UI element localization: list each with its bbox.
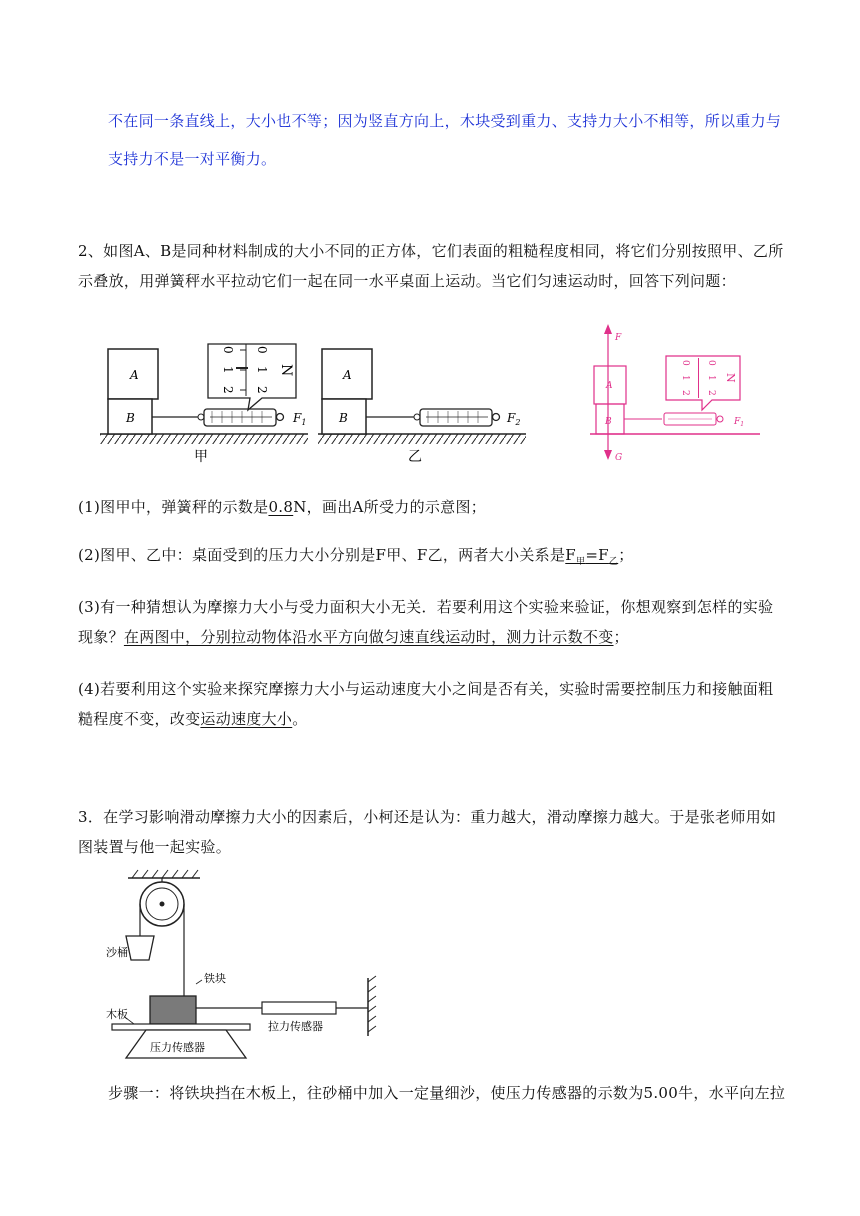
- q2-sub1: (1)图甲中，弹簧秤的示数是0.8N，画出A所受力的示意图；: [78, 498, 487, 516]
- force-f2-label: $F_2$: [507, 411, 521, 427]
- block-a-label: A: [130, 368, 139, 382]
- q2-sub2-answer: $F_甲=F_乙$: [565, 546, 619, 567]
- figure-jia: [100, 344, 308, 465]
- q2-sub3-answer: 在两图中，分别拉动物体沿水平方向做匀速直线运动时，测力计示数不变: [123, 628, 614, 646]
- label-pressure-sensor: 压力传感器: [150, 1041, 205, 1054]
- iron-block: [150, 996, 196, 1024]
- q2-sub3: (3)有一种猜想认为摩擦力大小与受力面积大小无关．若要利用这个实验来验证，你想观察到怎样的实验现象？在两图中，分别拉动物体沿水平方向做匀速直线运动时，测力计示数不变；: [78, 598, 774, 646]
- svg-text:0: 0: [680, 360, 690, 366]
- q3-stem: 3．在学习影响滑动摩擦力大小的因素后，小柯还是认为：重力越大，滑动摩擦力越大。于是张老师用如图装置与他一起实验。: [78, 808, 777, 856]
- svg-text:2: 2: [680, 390, 690, 396]
- scale-callout-jia: [208, 344, 296, 410]
- svg-text:A: A: [343, 368, 352, 382]
- q3-figure: [0, 868, 860, 1068]
- spring-scale-jia: [204, 409, 276, 426]
- answer-diagram: [590, 324, 760, 463]
- q2-sub2: (2)图甲、乙中：桌面受到的压力大小分别是F甲、F乙，两者大小关系是$F_甲=F_乙$；: [78, 546, 634, 567]
- svg-text:1: 1: [255, 366, 269, 374]
- sand-bucket: [126, 936, 154, 960]
- q3-step1: 步骤一：将铁块挡在木板上，往砂桶中加入一定量细沙，使压力传感器的示数为5.00牛，水平向左拉: [108, 1084, 786, 1102]
- label-board: 木板: [106, 1008, 128, 1021]
- label-iron: 铁块: [204, 972, 226, 985]
- svg-text:F: F: [615, 333, 622, 343]
- svg-text:N: N: [278, 364, 294, 377]
- label-bucket: 沙桶: [106, 946, 128, 959]
- svg-text:1: 1: [221, 366, 235, 374]
- q2-sub1-answer: 0.8: [268, 498, 294, 516]
- svg-text:2: 2: [221, 386, 235, 394]
- svg-text:0: 0: [255, 346, 269, 354]
- caption-yi: 乙: [408, 449, 422, 465]
- svg-text:F1: $F_1$: [734, 417, 745, 428]
- q2-sub4: (4)若要利用这个实验来探究摩擦力大小与运动速度大小之间是否有关，实验时需要控制压力和接触面粗糙程度不变，改变运动速度大小。: [78, 680, 774, 728]
- svg-text:2: 2: [706, 390, 716, 396]
- svg-text:B: B: [605, 417, 612, 427]
- svg-text:N: N: [724, 373, 737, 383]
- spring-scale-yi: [420, 409, 492, 426]
- svg-text:0: 0: [221, 346, 235, 354]
- svg-text:0: 0: [706, 360, 716, 366]
- previous-answer-line1: 不在同一条直线上，大小也不等；因为竖直方向上，木块受到重力、支持力大小不相等，所以重力与: [108, 112, 782, 130]
- svg-text:1: 1: [706, 375, 716, 381]
- svg-text:2: 2: [255, 386, 269, 394]
- svg-text:1: 1: [680, 375, 690, 381]
- svg-text:G: G: [615, 453, 623, 463]
- previous-answer-line2: 支持力不是一对平衡力。: [108, 150, 277, 168]
- q2-figure: [0, 318, 860, 468]
- tension-sensor: [262, 1002, 336, 1014]
- q2-stem: 2、如图A、B是同种材料制成的大小不同的正方体，它们表面的粗糙程度相同，将它们分别按照甲、乙所示叠放，用弹簧秤水平拉动它们一起在同一水平桌面上运动。当它们匀速运动时，回答下列问题：: [78, 242, 784, 290]
- caption-jia: 甲: [194, 449, 208, 465]
- svg-text:A: A: [606, 381, 613, 391]
- q2-sub4-answer: 运动速度大小: [200, 710, 293, 728]
- figure-yi: [318, 349, 526, 465]
- force-f1-label: $F_1$: [293, 411, 307, 427]
- previous-answer: [108, 106, 788, 174]
- label-tension-sensor: 拉力传感器: [268, 1020, 323, 1033]
- wood-board: [112, 1024, 250, 1030]
- svg-text:B: B: [339, 411, 348, 425]
- block-b-label: B: [126, 411, 135, 425]
